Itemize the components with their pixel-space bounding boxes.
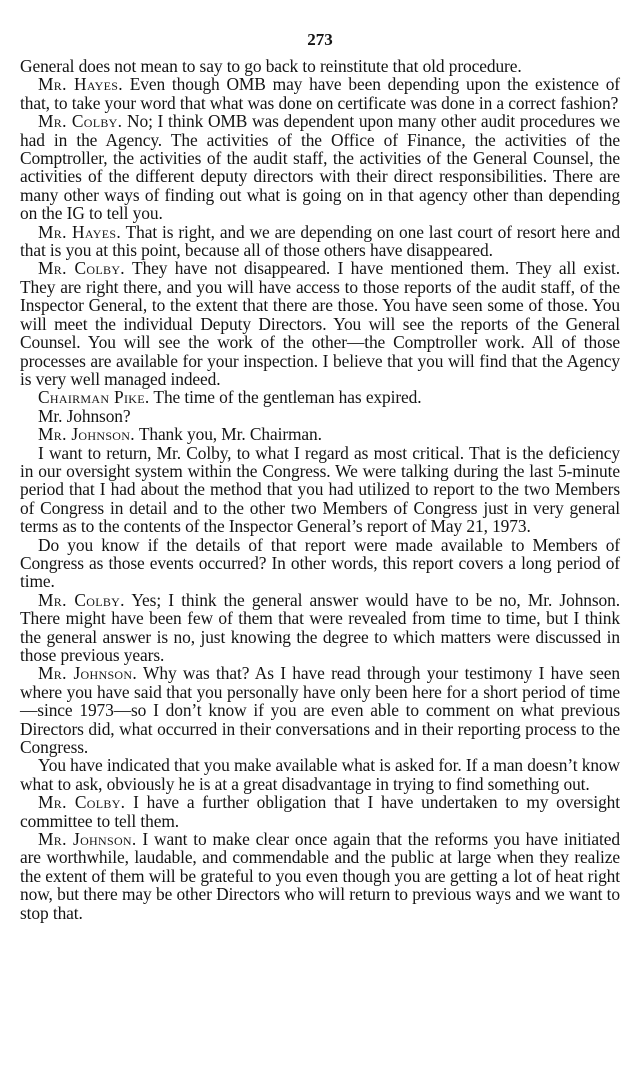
speaker-chairman-pike: Chairman Pike. (38, 387, 150, 408)
speaker-johnson: Mr. Johnson. (38, 829, 137, 850)
paragraph-7-text: Mr. Johnson? (38, 405, 131, 426)
paragraph-9-text: I want to return, Mr. Colby, to what I regard as most critical. That is the deficiency in our oversight system within the Congress. We were talking during the last 5-minute period that I had about the method that you had utilized to report to the two Members of Congress in detail and to the other two Members of Congress just in very general terms as to the contents of the Inspector General’s report of May 21, 1973. (20, 442, 620, 537)
paragraph-12 (20, 664, 620, 756)
paragraph-9 (20, 444, 620, 536)
paragraph-15 (20, 830, 620, 922)
speaker-colby: Mr. Colby. (38, 792, 126, 813)
paragraph-8-text: Thank you, Mr. Chairman. (134, 424, 322, 445)
speaker-colby: Mr. Colby. (38, 111, 123, 132)
paragraph-14 (20, 793, 620, 830)
paragraph-11 (20, 591, 620, 665)
paragraph-3 (20, 112, 620, 222)
speaker-hayes: Mr. Hayes. (38, 74, 123, 95)
paragraph-2-text: Even though OMB may have been depending upon the existence of that, to take your word that what was done on certificate was done in a correct fashion? (20, 74, 620, 113)
paragraph-6-text: The time of the gentleman has expired. (149, 387, 422, 408)
paragraph-8 (20, 425, 620, 443)
page-number: 273 (307, 30, 333, 49)
paragraph-7 (20, 407, 620, 425)
speaker-johnson: Mr. Johnson. (38, 424, 135, 445)
paragraph-2 (20, 75, 620, 112)
paragraph-13 (20, 756, 620, 793)
paragraph-4 (20, 223, 620, 260)
speaker-hayes: Mr. Hayes. (38, 221, 121, 242)
document-page (20, 30, 620, 922)
paragraph-10 (20, 536, 620, 591)
paragraph-1 (20, 57, 620, 75)
paragraph-5 (20, 259, 620, 388)
paragraph-12-text: Why was that? As I have read through your testimony I have seen where you have said that you personally have only been here for a short period of time—since 1973—so I don’t know if you are even able to comment on what previous Directors did, what occurred in their conversations and in their reporting process to the Congress. (20, 663, 620, 758)
paragraph-13-text: You have indicated that you make available what is asked for. If a man doesn’t know what to ask, obviously he is at a great disadvantage in trying to find something out. (20, 755, 620, 794)
paragraph-14-text: I have a further obligation that I have undertaken to my oversight committee to tell them. (20, 792, 620, 831)
paragraph-4-text: That is right, and we are depending on one last court of resort here and that is you at this point, because all of those others have disappeared. (20, 221, 620, 261)
speaker-johnson: Mr. Johnson. (38, 663, 137, 684)
paragraph-11-text: Yes; I think the general answer would have to be no, Mr. Johnson. There might have been few of them that were revealed from time to time, but I think the general answer is no, just knowing the degree to which matters were discussed in those previous years. (20, 589, 620, 665)
paragraph-6 (20, 388, 620, 406)
speaker-colby: Mr. Colby. (38, 589, 125, 610)
paragraph-3-text: No; I think OMB was dependent upon many other audit procedures we had in the Agency. The activities of the Office of Finance, the activities of the Comptroller, the activities of the audit staff, the activities of the General Counsel, the activities of the different deputy directors with their direct responsibilities. There are many other ways of finding out what is going on in that agency other than depending on the IG to tell you. (20, 111, 620, 224)
paragraph-5-text: They have not disappeared. I have mentioned them. They all exist. They are right there, and you will have access to those reports of the audit staff, of the Inspector General, to the extent that there are those. You have seen some of those. You will meet the individual Deputy Directors. You will see the reports of the General Counsel. You will see the work of the other—the Comptroller work. All of those processes are available for your inspection. I believe that you will find that the Agency is very well managed indeed. (20, 258, 621, 389)
paragraph-15-text: I want to make clear once again that the reforms you have initiated are worthwhile, laudable, and commendable and the public at large when they realize the extent of them will be grateful to you even though you are getting a lot of heat right now, but there may be other Directors who will return to previous ways and we want to stop that. (20, 829, 620, 923)
paragraph-10-text: Do you know if the details of that report were made available to Members of Congress as those events occurred? In other words, this report covers a long period of time. (20, 534, 620, 592)
paragraph-1-text: General does not mean to say to go back to reinstitute that old procedure. (20, 56, 522, 76)
speaker-colby: Mr. Colby. (38, 258, 125, 279)
